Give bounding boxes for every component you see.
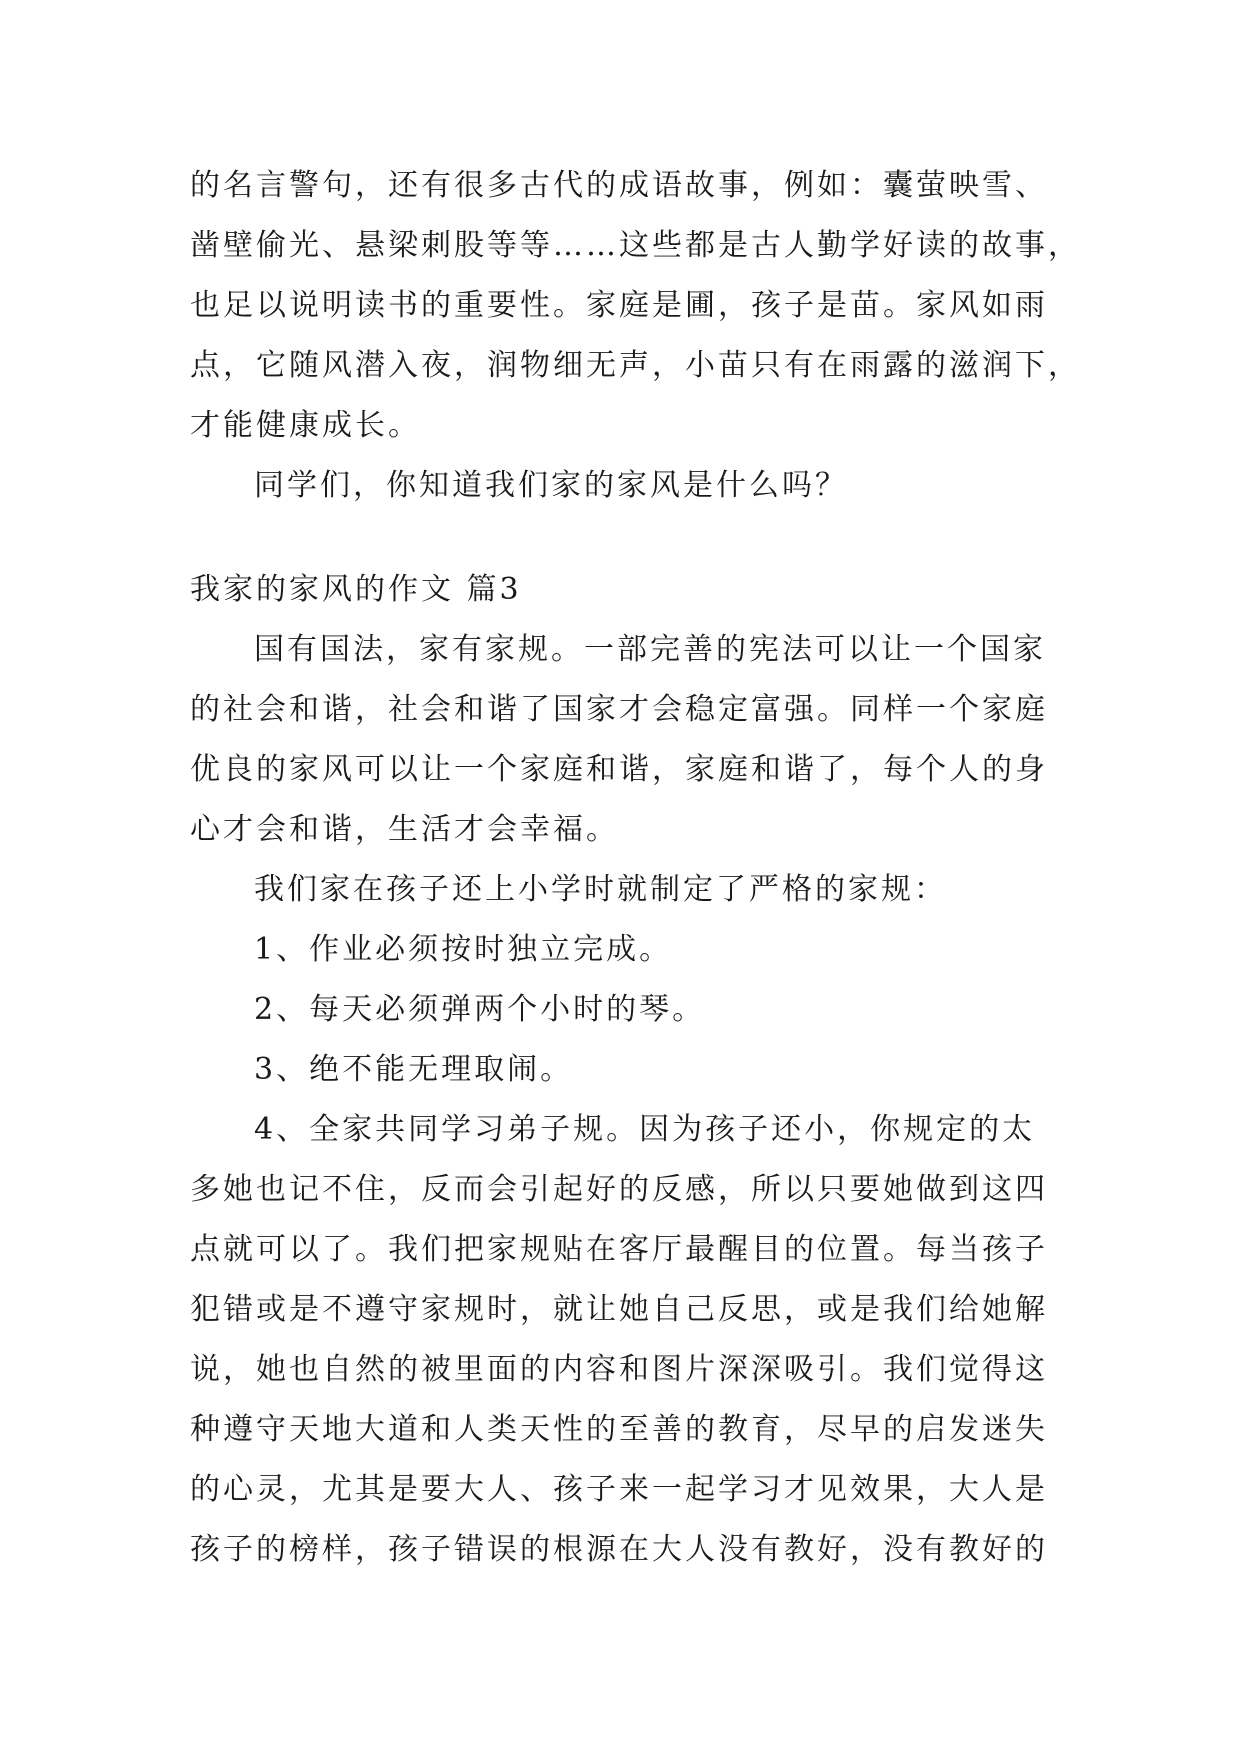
paragraph-line: 的社会和谐，社会和谐了国家才会稳定富强。同样一个家庭 [190,692,1048,727]
paragraph-line: 说，她也自然的被里面的内容和图片深深吸引。我们觉得这 [190,1352,1048,1387]
closing-question: 同学们，你知道我们家的家风是什么吗？ [254,468,848,503]
paragraph-line: 犯错或是不遵守家规时，就让她自己反思，或是我们给她解 [190,1292,1048,1327]
paragraph-line: 心才会和谐，生活才会幸福。 [190,812,619,847]
paragraph-line: 才能健康成长。 [190,408,421,443]
top-paragraph [190,156,1090,516]
section-heading-block [190,560,1090,620]
paragraph-line: 优良的家风可以让一个家庭和谐，家庭和谐了，每个人的身 [190,752,1048,787]
paragraph-line: 多她也记不住，反而会引起好的反感，所以只要她做到这四 [190,1172,1048,1207]
paragraph-line: 孩子的榜样，孩子错误的根源在大人没有教好，没有教好的 [190,1532,1048,1567]
section3-body [190,620,1090,1580]
rule-item: 2、每天必须弹两个小时的琴。 [254,992,706,1027]
rule-item: 3、绝不能无理取闹。 [254,1052,574,1087]
paragraph-line: 国有国法，家有家规。一部完善的宪法可以让一个国家 [254,632,1046,667]
paragraph-line: 也足以说明读书的重要性。家庭是圃，孩子是苗。家风如雨 [190,288,1048,323]
rule-item: 1、作业必须按时独立完成。 [254,932,673,967]
paragraph-line: 凿壁偷光、悬梁刺股等等……这些都是古人勤学好读的故事， [190,228,1081,263]
paragraph-line: 的心灵，尤其是要大人、孩子来一起学习才见效果，大人是 [190,1472,1048,1507]
rules-intro: 我们家在孩子还上小学时就制定了严格的家规： [254,872,947,907]
paragraph-line: 点就可以了。我们把家规贴在客厅最醒目的位置。每当孩子 [190,1232,1048,1267]
rule-item: 4、全家共同学习弟子规。因为孩子还小，你规定的太 [254,1112,1036,1147]
paragraph-line: 点，它随风潜入夜，润物细无声，小苗只有在雨露的滋润下， [190,348,1081,383]
paragraph-line: 种遵守天地大道和人类天性的至善的教育，尽早的启发迷失 [190,1412,1048,1447]
paragraph-line: 的名言警句，还有很多古代的成语故事，例如：囊萤映雪、 [190,168,1048,203]
section-heading: 我家的家风的作文 篇3 [190,572,522,607]
